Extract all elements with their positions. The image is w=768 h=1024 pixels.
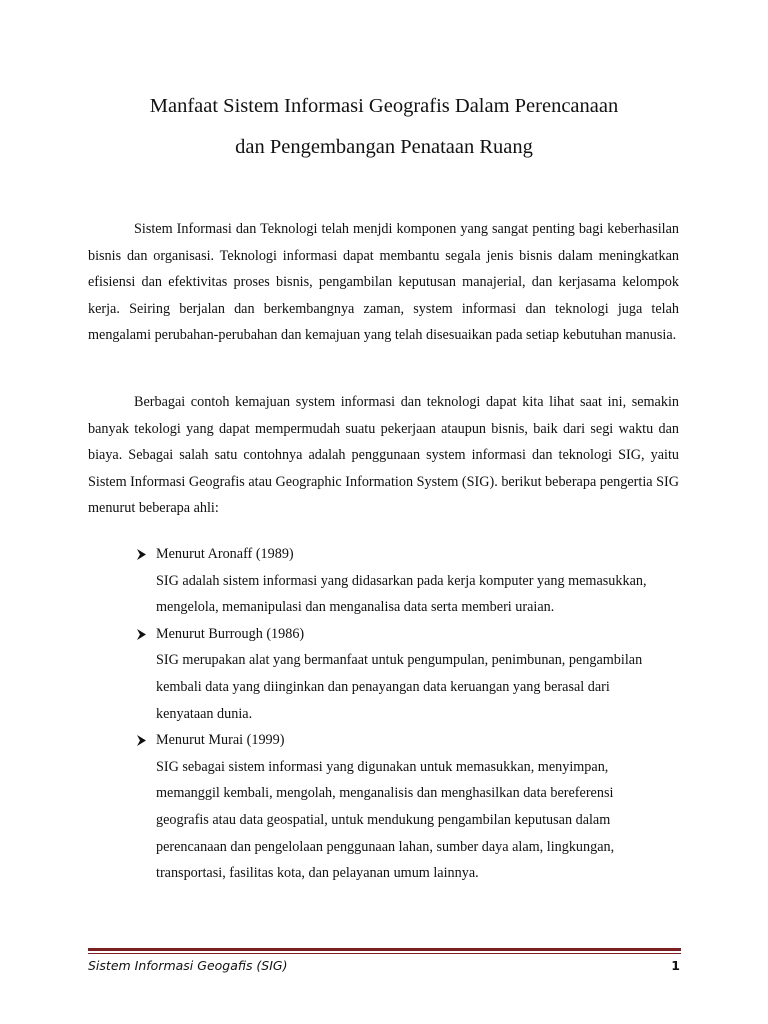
definition-line: perencanaan dan pengelolaan penggunaan lahan, sumber daya alam, lingkungan, — [156, 838, 615, 855]
footer-running-title: Sistem Informasi Geogafis (SIG) — [88, 958, 288, 973]
arrowhead-bullet-icon — [136, 549, 147, 560]
definition-heading: Menurut Murai (1999) — [156, 732, 285, 749]
definition-line: mengelola, memanipulasi dan menganalisa data serta memberi uraian. — [156, 599, 555, 616]
definition-body — [134, 754, 694, 887]
page-title-line-1: Manfaat Sistem Informasi Geografis Dalam Perencanaan — [149, 95, 619, 117]
paragraph-examples: Berbagai contoh kemajuan system informasi dan teknologi dapat kita lihat saat ini, semakin banyak tekologi yang dapat mempermudah suatu pekerjaan ataupun bisnis, baik dari segi waktu dan biaya. Sebagai salah satu contohnya adalah penggunaan system informasi dan teknologi SIG, yaitu Sistem Informasi Geografis atau Geographic Information System (SIG). berikut beberapa pengertia SIG menurut beberapa ahli: — [88, 394, 679, 517]
page-title-line-2: dan Pengembangan Penataan Ruang — [235, 136, 533, 158]
definition-line: memanggil kembali, mengolah, menganalisis dan menghasilkan data bereferensi — [156, 785, 614, 802]
definition-line: geografis atau data geospatial, untuk mendukung pengambilan keputusan dalam — [156, 811, 611, 828]
definition-body — [134, 568, 694, 621]
footer-rule-thin — [88, 953, 681, 954]
definition-item-burrough — [134, 621, 694, 727]
definition-line: SIG sebagai sistem informasi yang digunakan untuk memasukkan, menyimpan, — [156, 758, 609, 775]
definition-heading: Menurut Burrough (1986) — [156, 625, 305, 642]
definition-line: transportasi, fasilitas kota, dan pelayanan umum lainnya. — [156, 865, 479, 882]
arrowhead-bullet-icon — [136, 735, 147, 746]
definition-item-murai — [134, 727, 694, 887]
footer-rule-thick — [88, 948, 681, 951]
definition-heading: Menurut Aronaff (1989) — [156, 546, 294, 562]
definition-line: kenyataan dunia. — [156, 705, 253, 722]
page-number: 1 — [671, 958, 680, 973]
arrowhead-bullet-icon — [136, 629, 147, 640]
definition-line: SIG adalah sistem informasi yang didasarkan pada kerja komputer yang memasukkan, — [156, 572, 647, 589]
paragraph-intro: Sistem Informasi dan Teknologi telah menjdi komponen yang sangat penting bagi keberhasilan bisnis dan organisasi. Teknologi informasi dapat membantu segala jenis bisnis dalam meningkatkan efisiensi dan efektivitas proses bisnis, pengambilan keputusan manajerial, dan kerjasama kelompok kerja. Seiring berjalan dan berkembangnya zaman, system informasi dan teknologi juga telah mengalami perubahan-perubahan dan kemajuan yang telah disesuaikan pada setiap kebutuhan manusia. — [88, 221, 679, 344]
definition-line: kembali data yang diinginkan dan penayangan data keruangan yang berasal dari — [156, 678, 610, 695]
definition-body — [134, 647, 694, 727]
definition-list — [134, 541, 694, 887]
definition-line: SIG merupakan alat yang bermanfaat untuk pengumpulan, penimbunan, pengambilan — [156, 652, 643, 669]
definition-item-aronaff — [134, 541, 694, 621]
